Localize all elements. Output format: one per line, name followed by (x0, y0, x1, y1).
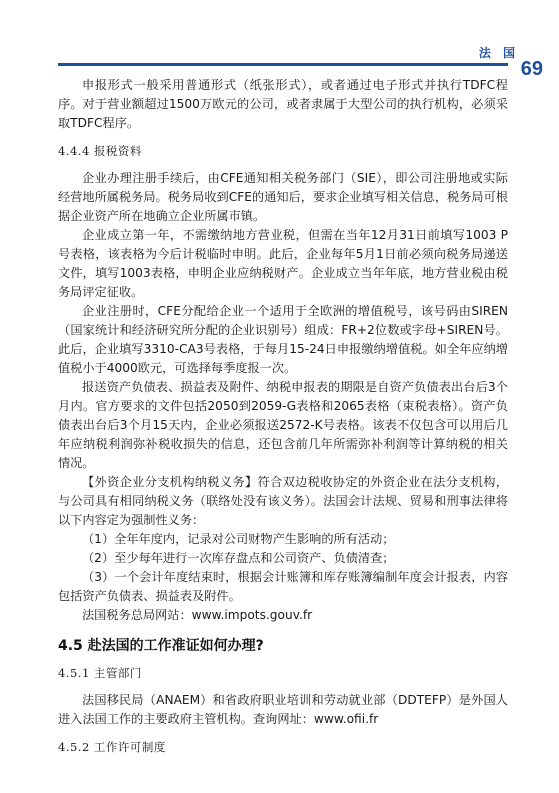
paragraph-authorities: 法国移民局（ANAEM）和省政府职业培训和劳动就业部（DDTEFP）是外国人进入法国工作的主要政府主管机构。查询网址：www.ofii.fr (58, 693, 508, 726)
tax-website-line: 法国税务总局网站：www.impots.gouv.fr (82, 608, 313, 622)
subsection-heading-4-5-2: 4.5.2 工作许可制度 (58, 740, 166, 754)
running-header-title: 法 国 (478, 46, 519, 60)
page-body (58, 76, 508, 765)
paragraph-first-year: 企业成立第一年，不需缴纳地方营业税，但需在当年12月31日前填写1003 P号表格，该表格为今后计税临时申明。此后，企业每年5月1日前必须向税务局递送文件，填写1003表格，申明企业应纳税财产。企业成立当年年底，地方营业税由税务局评定征收。 (58, 228, 508, 299)
header-rule (58, 63, 508, 66)
list-item-3: （3）一个会计年度结束时，根据会计账簿和库存账簿编制年度会计报表，内容包括资产负债表、损益表及附件。 (58, 570, 508, 603)
paragraph-registration: 企业办理注册手续后，由CFE通知相关税务部门（SIE），即公司注册地或实际经营地所属税务局。税务局收到CFE的通知后，要求企业填写相关信息，税务局可根据企业资产所在地确立企业所属市镇。 (58, 171, 508, 223)
list-item-1: （1）全年年度内，记录对公司财物产生影响的所有活动； (82, 532, 395, 546)
list-item-2: （2）至少每年进行一次库存盘点和公司资产、负债清查； (82, 551, 395, 565)
paragraph-vat: 企业注册时，CFE分配给企业一个适用于全欧洲的增值税号，该号码由SIREN（国家统计和经济研究所分配的企业识别号）组成：FR+2位数或字母+SIREN号。此后，企业填写3310-CA3号表格，于每月15-24日申报缴纳增值税。如全年应纳增值税小于4000欧元，可选择每季度报一次。 (58, 304, 508, 375)
paragraph-intro: 申报形式一般采用普通形式（纸张形式），或者通过电子形式并执行TDFC程序。对于营业额超过1500万欧元的公司，或者隶属于大型公司的执行机构，必须采取TDFC程序。 (58, 78, 508, 130)
page-number: 69 (520, 58, 543, 80)
subsection-heading-4-5-1: 4.5.1 主管部门 (58, 666, 142, 680)
section-heading-4-5: 4.5 赴法国的工作准证如何办理? (58, 638, 264, 654)
paragraph-balance-sheet: 报送资产负债表、损益表及附件、纳税申报表的期限是自资产负债表出台后3个月内。官方要求的文件包括2050到2059-G表格和2065表格（束税表格）。资产负债表出台后3个月15天内，企业必须报送2572-K号表格。该表不仅包含可以用后几年应纳税利润弥补税收损失的信息，还包含前几年所需弥补利润等计算纳税的相关情况。 (58, 380, 508, 470)
subsection-heading-4-4-4: 4.4.4 报税资料 (58, 144, 142, 158)
paragraph-foreign-branch: 【外资企业分支机构纳税义务】符合双边税收协定的外资企业在法分支机构，与公司具有相同纳税义务（联络处没有该义务）。法国会计法规、贸易和刑事法律将以下内容定为强制性义务： (58, 475, 508, 527)
